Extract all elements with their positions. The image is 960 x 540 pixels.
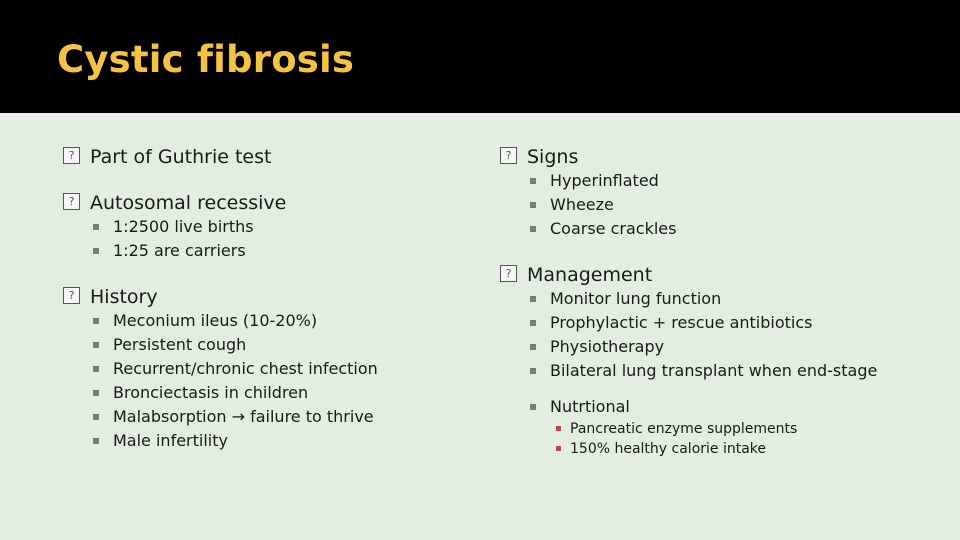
list-item: Male infertility [63,429,483,453]
square-bullet-icon [530,178,536,184]
square-bullet-icon [530,320,536,326]
bullet-management [500,263,940,287]
list-item: Bilateral lung transplant when end-stage [500,359,940,383]
small-square-bullet-icon [556,426,561,431]
list-item: Wheeze [500,193,940,217]
missing-glyph-box-icon: ? [63,193,80,210]
square-bullet-icon [93,414,99,420]
square-bullet-icon [530,226,536,232]
missing-glyph-box-icon: ? [63,287,80,304]
square-bullet-icon [93,248,99,254]
title-divider [0,113,960,116]
square-bullet-icon [93,318,99,324]
square-bullet-icon [93,224,99,230]
square-bullet-icon [530,404,536,410]
square-bullet-icon [93,390,99,396]
square-bullet-icon [93,366,99,372]
bullet-text: Signs [527,146,579,168]
missing-glyph-box-icon: ? [500,265,517,282]
list-item: Monitor lung function [500,287,940,311]
list-item: Malabsorption → failure to thrive [63,405,483,429]
missing-glyph-box-icon: ? [63,147,80,164]
square-bullet-icon [530,202,536,208]
title-bar [0,0,960,113]
square-bullet-icon [530,296,536,302]
list-item: Bronciectasis in children [63,381,483,405]
sub-list-item: 150% healthy calorie intake [500,439,940,459]
square-bullet-icon [530,344,536,350]
bullet-signs [500,145,940,169]
list-item: Physiotherapy [500,335,940,359]
list-item: 1:2500 live births [63,215,483,239]
list-item: Hyperinflated [500,169,940,193]
bullet-text: Autosomal recessive [90,192,287,214]
bullet-guthrie [63,145,483,169]
square-bullet-icon [530,368,536,374]
bullet-text: Management [527,264,653,286]
right-column [500,145,940,459]
missing-glyph-box-icon: ? [500,147,517,164]
bullet-text: Part of Guthrie test [90,146,272,168]
list-item: 1:25 are carriers [63,239,483,263]
slide-title: Cystic fibrosis [57,38,355,81]
list-item: Coarse crackles [500,217,940,241]
square-bullet-icon [93,342,99,348]
bullet-autosomal-recessive [63,191,483,215]
list-item: Meconium ileus (10-20%) [63,309,483,333]
list-item: Prophylactic + rescue antibiotics [500,311,940,335]
sub-list-item: Pancreatic enzyme supplements [500,419,940,439]
small-square-bullet-icon [556,446,561,451]
bullet-history [63,285,483,309]
left-column [63,145,483,453]
bullet-text: History [90,286,158,308]
square-bullet-icon [93,438,99,444]
list-item: Recurrent/chronic chest infection [63,357,483,381]
list-item-nutritional: Nutrtional [500,395,940,419]
list-item: Persistent cough [63,333,483,357]
